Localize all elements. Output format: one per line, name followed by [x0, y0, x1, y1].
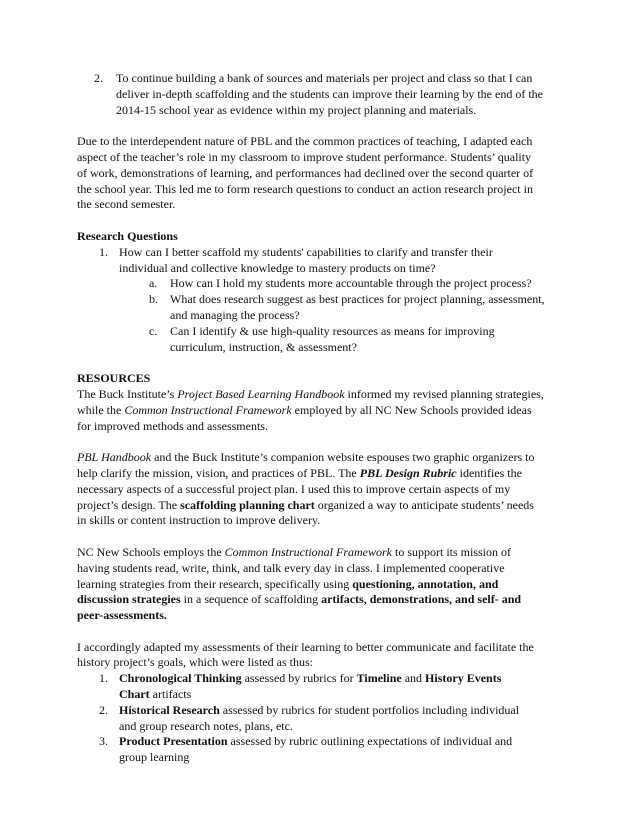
assessment-line: Product Presentation assessed by rubric outlining expectations of individual and — [119, 734, 513, 749]
book-title: PBL Handbook — [77, 450, 152, 465]
sub-question-line: How can I hold my students more accountable through the project process? — [170, 276, 532, 291]
sub-question-line: curriculum, instruction, & assessment? — [170, 339, 357, 354]
paragraph-line: having students read, write, think, and talk every day in class. I implemented cooperative — [77, 560, 505, 575]
paragraph-line: the second semester. — [77, 197, 176, 212]
framework-title: Common Instructional Framework — [224, 544, 392, 559]
paragraph-line: of work, demonstrations of learning, and performances had declined over the second quarter of — [77, 165, 534, 180]
assessment-item-3 — [77, 734, 578, 766]
research-question-1 — [77, 245, 578, 277]
sub-question-line: Can I identify & use high-quality resources as means for improving — [170, 323, 495, 338]
paragraph-line: aspect of the teacher’s role in my classroom to improve student performance. Students’ quality — [77, 149, 532, 164]
paragraph-line: I accordingly adapted my assessments of their learning to better communicate and facilitate the — [77, 639, 534, 654]
list-number: 2. — [99, 702, 108, 717]
paragraph-line: NC New Schools employs the Common Instructional Framework to support its mission of — [77, 544, 511, 559]
goal-line: To continue building a bank of sources and materials per project and class so that I can — [116, 71, 533, 85]
sub-question-a — [77, 276, 578, 292]
research-questions-heading: Research Questions — [77, 228, 178, 243]
rubric-title: PBL Design Rubric — [359, 465, 457, 480]
paragraph-line: the school year. This led me to form research questions to conduct an action research project in — [77, 181, 533, 196]
question-line: individual and collective knowledge to mastery products on time? — [119, 260, 436, 275]
goal-line: 2014-15 school year as evidence within my project planning and materials. — [116, 102, 477, 117]
assessment-line: Historical Research assessed by rubrics for student portfolios including individual — [119, 702, 520, 717]
chart-title: scaffolding planning chart — [180, 497, 315, 512]
goal-line: deliver in-depth scaffolding and the students can improve their learning by the end of the — [116, 86, 543, 101]
paragraph-line: discussion strategies in a sequence of scaffolding artifacts, demonstrations, and self- and — [77, 592, 522, 607]
paragraph-line: necessary aspects of a successful project plan. I used this to improve certain aspects of my — [77, 481, 511, 496]
list-letter: c. — [149, 323, 158, 338]
paragraph-line: help clarify the mission, vision, and practices of PBL. The PBL Design Rubric identifies the — [77, 465, 522, 480]
list-number: 3. — [99, 734, 108, 749]
sub-question-line: and managing the process? — [170, 307, 300, 322]
assessment-item-2 — [77, 703, 578, 735]
list-letter: a. — [149, 276, 158, 291]
question-line: How can I better scaffold my students' capabilities to clarify and transfer their — [119, 244, 493, 259]
assessment-item-1 — [77, 671, 578, 703]
goal-list-item-2 — [77, 71, 578, 118]
list-letter: b. — [149, 292, 158, 307]
list-number: 1. — [99, 244, 108, 259]
sub-question-b — [77, 292, 578, 324]
paragraph-line: in skills or content instruction to improve delivery. — [77, 513, 321, 528]
paragraph-line: Due to the interdependent nature of PBL and the common practices of teaching, I adapted each — [77, 134, 533, 149]
sub-question-c — [77, 324, 578, 356]
assessment-line: group learning — [119, 750, 190, 765]
resources-heading: RESOURCES — [77, 371, 151, 386]
intro-paragraph — [77, 134, 578, 213]
resources-paragraph-3 — [77, 545, 578, 624]
paragraph-line: while the Common Instructional Framework employed by all NC New Schools provided ideas — [77, 402, 532, 417]
framework-title: Common Instructional Framework — [124, 402, 292, 417]
paragraph-line: project’s design. The scaffolding planning chart organized a way to anticipate students’ needs — [77, 497, 534, 512]
assessment-line: and group research notes, plans, etc. — [119, 718, 293, 733]
paragraph-line: for improved methods and assessments. — [77, 418, 268, 433]
paragraph-line: peer-assessments. — [77, 608, 167, 623]
paragraph-line: PBL Handbook and the Buck Institute’s companion website espouses two graphic organizers to — [77, 450, 535, 465]
paragraph-line: history project’s goals, which were listed as thus: — [77, 655, 313, 670]
list-number: 1. — [99, 671, 108, 686]
paragraph-line: The Buck Institute’s Project Based Learning Handbook informed my revised planning strategies, — [77, 386, 544, 401]
paragraph-line: learning strategies from their research, specifically using questioning, annotation, and — [77, 576, 499, 591]
resources-paragraph-4 — [77, 640, 578, 672]
assessment-line: Chart artifacts — [119, 687, 192, 702]
book-title: Project Based Learning Handbook — [177, 386, 345, 401]
assessment-line: Chronological Thinking assessed by rubrics for Timeline and History Events — [119, 671, 502, 686]
resources-paragraph-2 — [77, 450, 578, 529]
sub-question-line: What does research suggest as best practices for project planning, assessment, — [170, 292, 545, 307]
list-number: 2. — [94, 71, 103, 85]
resources-paragraph-1 — [77, 387, 578, 434]
